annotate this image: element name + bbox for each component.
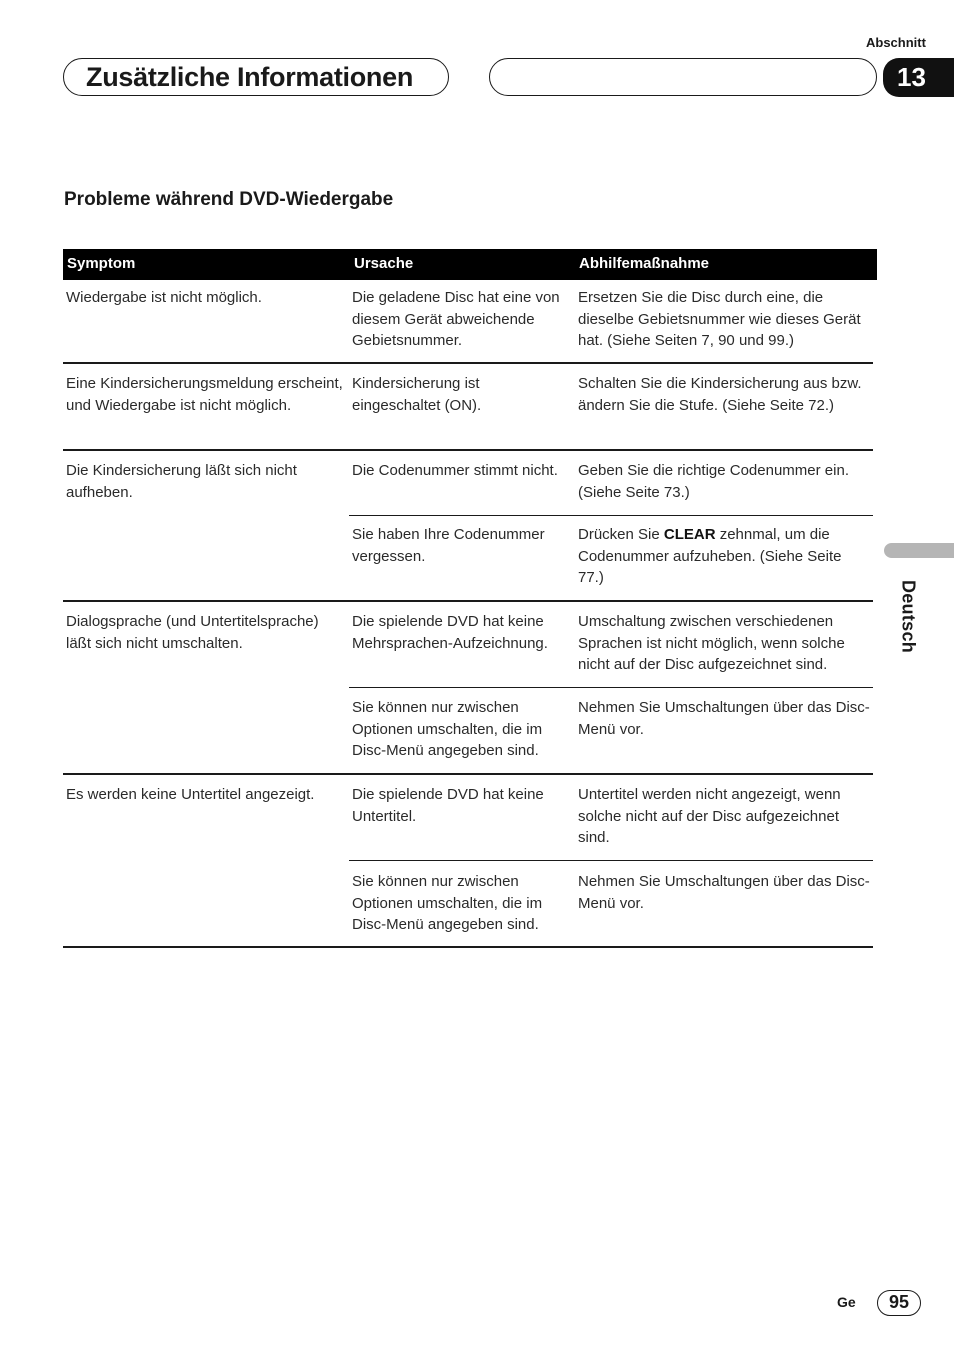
symptom-cell: Die Kindersicherung läßt sich nicht aufheben. xyxy=(66,462,297,501)
footer-language-code: Ge xyxy=(837,1294,856,1310)
row-divider xyxy=(63,449,873,451)
header-empty-frame xyxy=(489,58,877,96)
cause-cell: Die spielende DVD hat keine Mehrsprachen-Aufzeichnung. xyxy=(352,613,548,652)
cause-cell: Sie können nur zwischen Optionen umschalten, die im Disc-Menü angegeben sind. xyxy=(352,699,543,760)
column-header-symptom: Symptom xyxy=(67,255,136,272)
chapter-number-tab xyxy=(883,58,954,97)
cause-cell: Sie können nur zwischen Optionen umschalten, die im Disc-Menü angegeben sind. xyxy=(352,873,543,934)
table-bottom-rule xyxy=(63,946,873,948)
remedy-cell: Untertitel werden nicht angezeigt, wenn solche nicht auf der Disc aufgezeichnet sind. xyxy=(578,786,841,847)
symptom-cell: Wiedergabe ist nicht möglich. xyxy=(66,289,262,306)
row-divider xyxy=(63,600,873,602)
chapter-title: Zusätzliche Informationen xyxy=(86,62,414,92)
remedy-cell: Umschaltung zwischen verschiedenen Sprachen ist nicht möglich, wenn solche nicht auf der Disc aufgezeichnet sind. xyxy=(578,613,845,674)
remedy-cell: Schalten Sie die Kindersicherung aus bzw. ändern Sie die Stufe. (Siehe Seite 72.) xyxy=(578,375,862,414)
section-label: Abschnitt xyxy=(866,35,926,50)
column-header-cause: Ursache xyxy=(354,255,414,272)
section-heading: Probleme während DVD-Wiedergabe xyxy=(64,189,394,210)
row-divider xyxy=(63,773,873,775)
cause-cell: Die spielende DVD hat keine Untertitel. xyxy=(352,786,544,825)
symptom-cell: Es werden keine Untertitel angezeigt. xyxy=(66,786,315,803)
language-side-tab xyxy=(884,543,954,558)
row-divider xyxy=(63,362,873,364)
sub-row-divider xyxy=(349,687,873,688)
cause-cell: Kindersicherung ist eingeschaltet (ON). xyxy=(352,375,482,414)
symptom-cell: Dialogsprache (und Untertitelsprache) läßt sich nicht umschalten. xyxy=(66,613,319,652)
remedy-cell: Ersetzen Sie die Disc durch eine, die dieselbe Gebietsnummer wie dieses Gerät hat. (Siehe Seiten 7, 90 und 99.) xyxy=(578,289,861,350)
page-number: 95 xyxy=(877,1290,921,1316)
remedy-cell xyxy=(578,524,870,589)
table-header xyxy=(63,249,877,280)
chapter-number: 13 xyxy=(897,62,926,92)
remedy-cell: Nehmen Sie Umschaltungen über das Disc-Menü vor. xyxy=(578,873,870,912)
clear-key-label: CLEAR xyxy=(663,526,716,543)
sub-row-divider xyxy=(349,860,873,861)
chapter-title-frame xyxy=(63,58,449,96)
remedy-suffix: zehnmal, um die Codenummer aufzuheben. (Siehe Seite 77.) xyxy=(578,526,842,587)
remedy-prefix: Drücken Sie xyxy=(578,526,664,543)
sub-row-divider xyxy=(349,515,873,516)
remedy-cell: Geben Sie die richtige Codenummer ein. (Siehe Seite 73.) xyxy=(578,462,849,501)
language-side-label: Deutsch xyxy=(898,579,919,654)
remedy-cell: Nehmen Sie Umschaltungen über das Disc-Menü vor. xyxy=(578,699,870,738)
cause-cell: Sie haben Ihre Codenummer vergessen. xyxy=(352,526,545,565)
symptom-cell: Eine Kindersicherungsmeldung erscheint, und Wiedergabe ist nicht möglich. xyxy=(66,375,343,414)
column-header-remedy: Abhilfemaßnahme xyxy=(579,255,710,272)
cause-cell: Die Codenummer stimmt nicht. xyxy=(352,462,558,479)
cause-cell: Die geladene Disc hat eine von diesem Gerät abweichende Gebietsnummer. xyxy=(352,289,560,350)
